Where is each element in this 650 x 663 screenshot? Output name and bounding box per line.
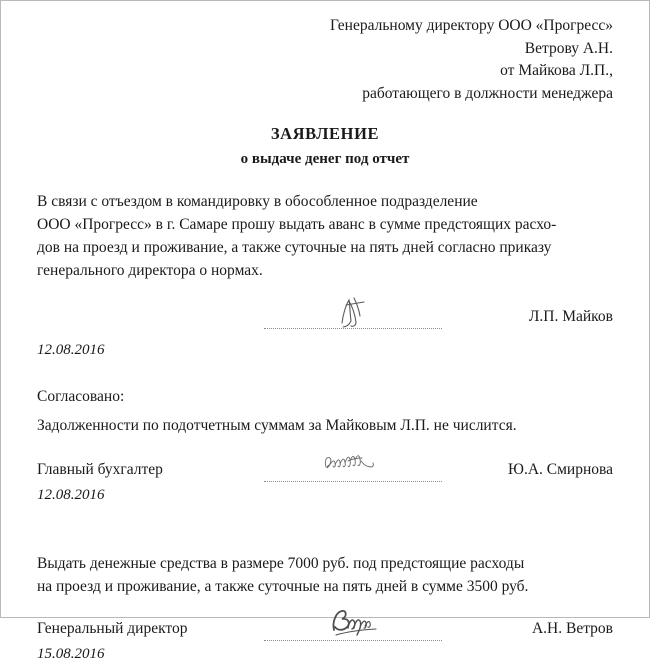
- title-block: [37, 124, 613, 168]
- accountant-signature-row: [37, 461, 613, 485]
- body-line-2: ООО «Прогресс» в г. Самаре прошу выдать аванс в сумме предстоящих расхо-: [37, 216, 557, 233]
- document-title: ЗАЯВЛЕНИЕ: [270, 124, 380, 143]
- body-line-4: генерального директора о нормах.: [37, 262, 263, 279]
- addressee-block: [37, 1, 613, 105]
- applicant-signature-mark: [264, 294, 442, 328]
- accountant-name: Ю.А. Смирнова: [508, 461, 613, 478]
- applicant-date: 12.08.2016: [37, 342, 105, 358]
- document-subtitle: о выдаче денег под отчет: [240, 151, 410, 167]
- director-signature-line: [264, 639, 442, 641]
- accountant-role: Главный бухгалтер: [37, 461, 163, 478]
- director-date: 15.08.2016: [37, 646, 105, 662]
- addressee-line-1: Генеральному директору ООО «Прогресс»: [330, 17, 613, 34]
- applicant-name: Л.П. Майков: [528, 308, 613, 325]
- director-signature-mark: [264, 606, 442, 640]
- accountant-date: 12.08.2016: [37, 487, 105, 503]
- director-role: Генеральный директор: [37, 620, 188, 637]
- document-body: [37, 1, 613, 662]
- resolution-line-1: Выдать денежные средства в размере 7000 руб. под предстоящие расходы: [37, 555, 525, 572]
- approval-heading: Согласовано:: [37, 388, 125, 405]
- approval-statement: Задолженности по подотчетным суммам за Майковым Л.П. не числится.: [37, 417, 517, 434]
- applicant-signature-row: [37, 308, 613, 332]
- body-line-3: дов на проезд и проживание, а также суточные на пять дней согласно приказу: [37, 239, 552, 256]
- body-line-1: В связи с отъездом в командировку в обособленное подразделение: [37, 193, 478, 210]
- body-paragraph: [37, 190, 613, 282]
- director-signature-row: [37, 620, 613, 644]
- accountant-signature-line: [264, 480, 442, 482]
- addressee-line-2: Ветрову А.Н.: [524, 39, 613, 57]
- resolution-paragraph: [37, 552, 613, 598]
- accountant-signature-mark: [264, 447, 442, 481]
- resolution-line-2: на проезд и проживание, а также суточные на пять дней в сумме 3500 руб.: [37, 578, 529, 595]
- addressee-line-3: от Майкова Л.П.,: [500, 62, 613, 79]
- director-name: А.Н. Ветров: [531, 620, 613, 637]
- addressee-line-4: работающего в должности менеджера: [362, 84, 613, 102]
- applicant-signature-line: [264, 327, 442, 329]
